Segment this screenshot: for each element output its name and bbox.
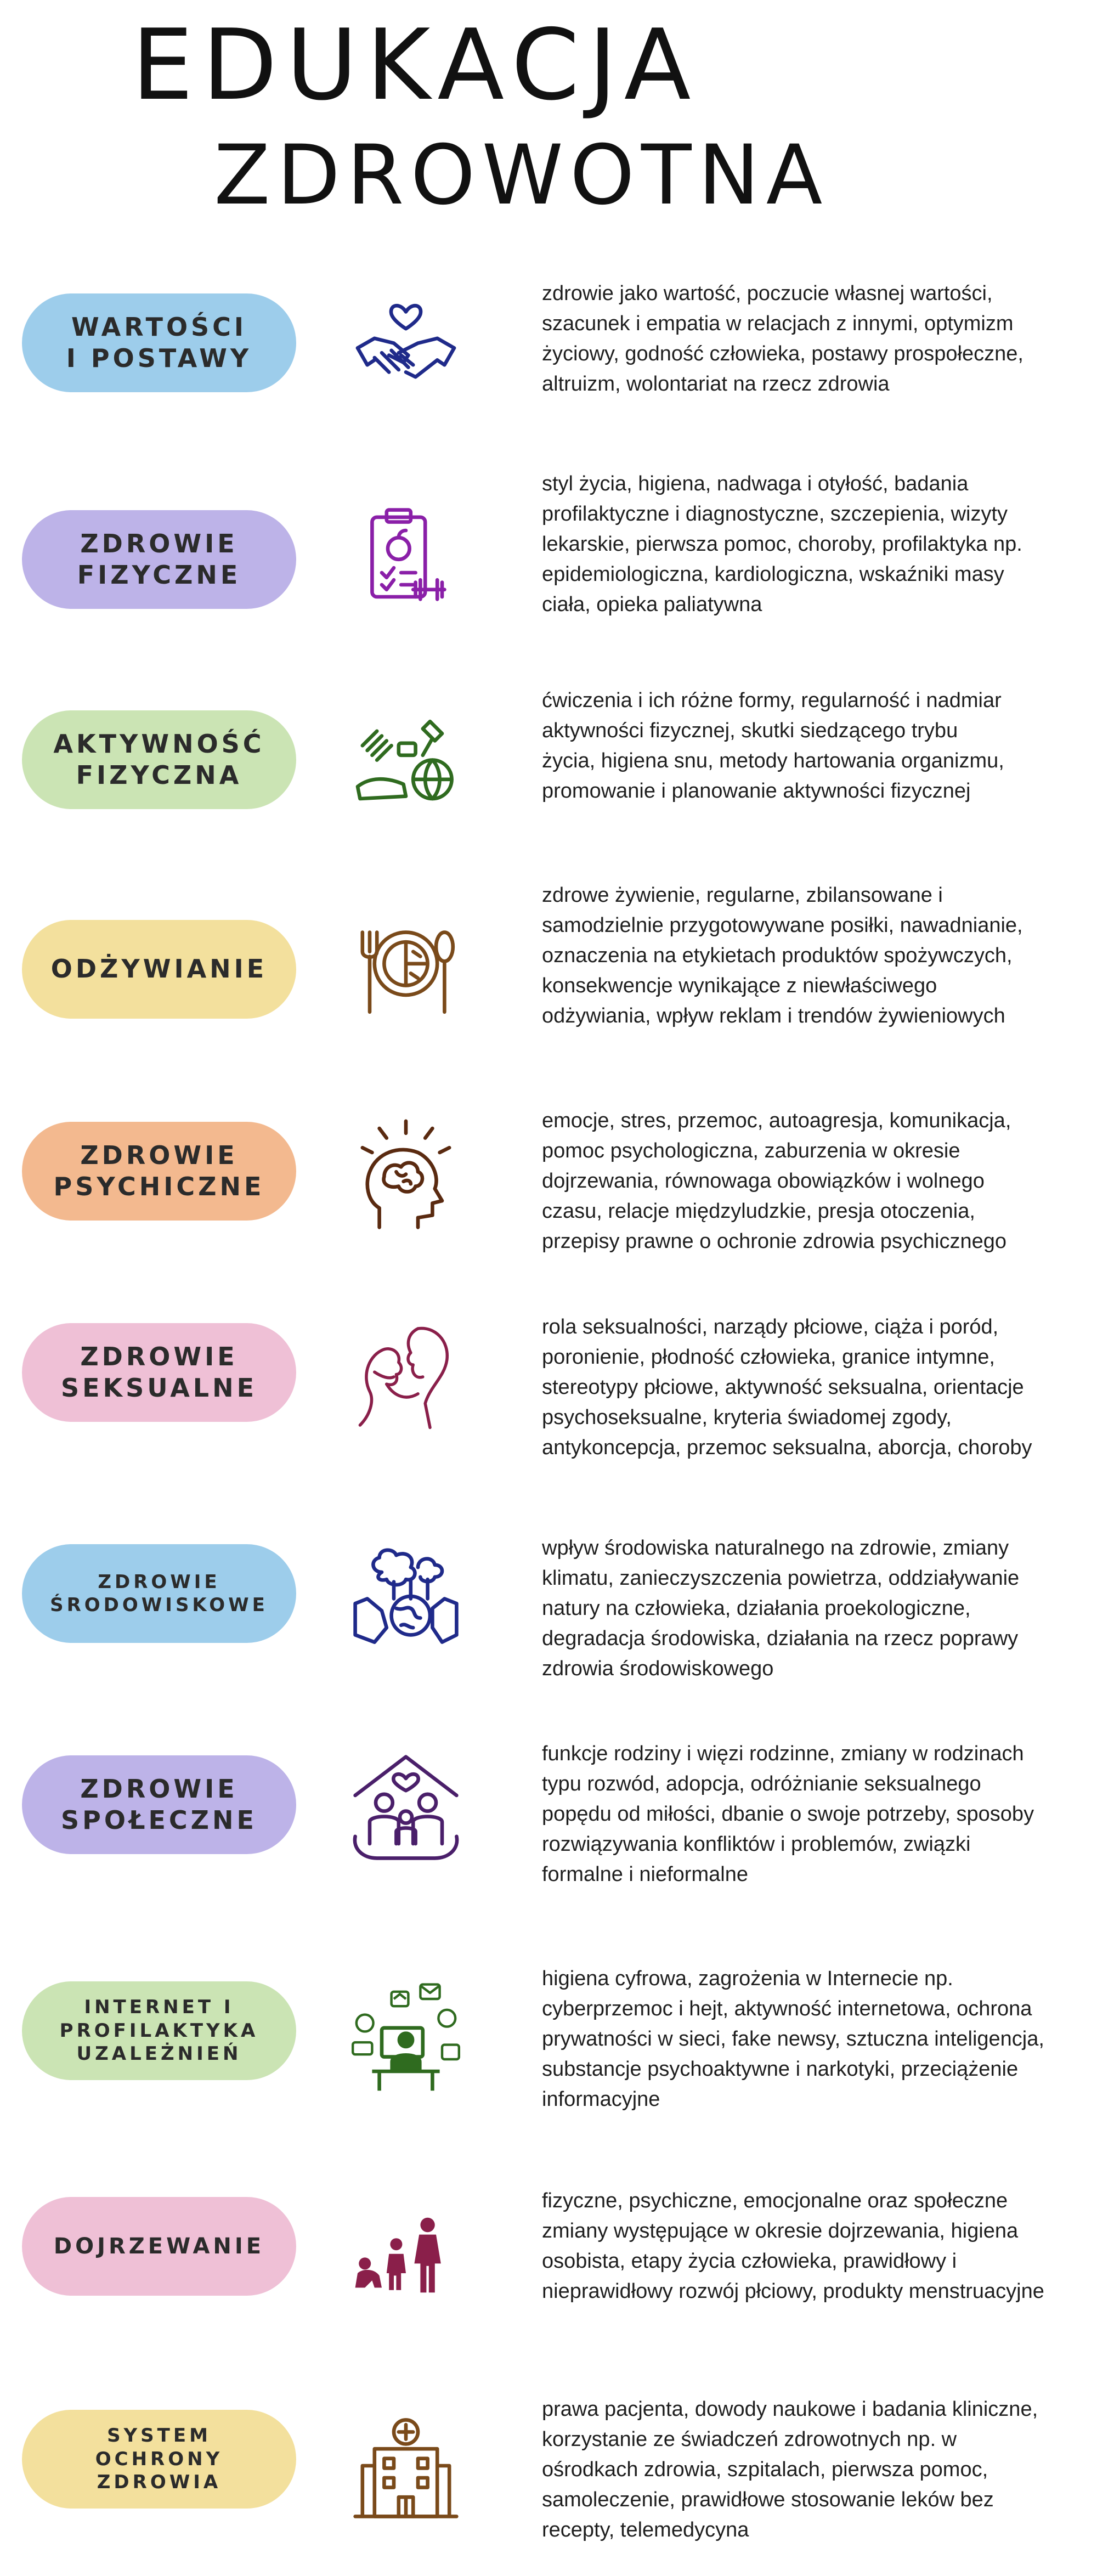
- section-label: WARTOŚCI I POSTAWY: [22, 293, 296, 392]
- section-label: DOJRZEWANIE: [22, 2197, 296, 2296]
- growth-stages-icon: [346, 2189, 466, 2309]
- clipboard-apple-dumbbell-icon: [346, 500, 466, 621]
- section-description: funkcje rodziny i więzi rodzinne, zmiany w rodzinach typu rozwód, adopcja, odróżnianie seksualnego popędu od miłości, dbanie o swoje potrzeby, sposoby rozwiązywania konfliktów i problemów, związki formalne i nieformalne: [542, 1742, 1034, 1886]
- section-description: prawa pacjenta, dowody naukowe i badania kliniczne, korzystanie ze świadczeń zdrowotnych np. w ośrodkach zdrowia, szpitalach, pierwsza pomoc, samoleczenie, prawidłowe stosowanie leków bez recepty, telemedycyna: [542, 2398, 1038, 2541]
- section-description: wpływ środowiska naturalnego na zdrowie, zmiany klimatu, zanieczyszczenia powietrza, oddziaływanie natury na człowieka, działania proekologiczne, degradacja środowiska, działania na rzecz poprawy zdrowia środowiskowego: [542, 1536, 1020, 1680]
- head-brain-icon: [346, 1116, 466, 1237]
- title-line-1: EDUKACJA: [132, 8, 700, 122]
- section-label: ZDROWIE ŚRODOWISKOWE: [22, 1544, 296, 1643]
- section-description: zdrowe żywienie, regularne, zbilansowane i samodzielnie przygotowywane posiłki, nawadnianie, oznaczenia na etykietach produktów spożywczych, konsekwencje wynikające z niewłaściwego odżywiania, wpływ reklam i trendów żywieniowych: [542, 884, 1023, 1027]
- section-description: ćwiczenia i ich różne formy, regularność i nadmiar aktywności fizycznej, skutki siedzącego trybu życia, higiena snu, metody hartowania organizmu, promowanie i planowanie aktywności fizycznej: [542, 689, 1004, 803]
- section-description: higiena cyfrowa, zagrożenia w Internecie np. cyberprzemoc i hejt, aktywność internetowa, ochrona prywatności w sieci, fake newsy, sztuczna inteligencja, substancje psychoaktywne i narkotyki, przeciążenie informacyjne: [542, 1967, 1044, 2111]
- section-label: AKTYWNOŚĆ FIZYCZNA: [22, 710, 296, 809]
- family-house-icon: [346, 1747, 466, 1868]
- plate-cutlery-icon: [346, 911, 466, 1031]
- section-label: ZDROWIE FIZYCZNE: [22, 510, 296, 609]
- title-line-2: ZDROWOTNA: [214, 128, 829, 223]
- section-description: emocje, stres, przemoc, autoagresja, komunikacja, pomoc psychologiczna, zaburzenia w okresie dojrzewania, równowaga obowiązków i wolnego czasu, relacje międzyludzkie, presja otoczenia, przepisy prawne o ochronie zdrowia psychicznego: [542, 1109, 1011, 1253]
- section-label: ZDROWIE PSYCHICZNE: [22, 1122, 296, 1221]
- handshake-heart-icon: [346, 285, 466, 406]
- section-label: ZDROWIE SPOŁECZNE: [22, 1755, 296, 1854]
- section-description: fizyczne, psychiczne, emocjonalne oraz społeczne zmiany występujące w okresie dojrzewania, higiena osobista, etapy życia człowieka, prawidłowy i nieprawidłowy rozwój płciowy, produkty menstruacyjne: [542, 2189, 1044, 2303]
- section-label: SYSTEM OCHRONY ZDROWIA: [22, 2410, 296, 2509]
- internet-user-icon: [346, 1975, 466, 2095]
- section-description: styl życia, higiena, nadwaga i otyłość, badania profilaktyczne i diagnostyczne, szczepienia, wizyty lekarskie, pierwsza pomoc, choroby, profilaktyka np. epidemiologiczna, kardiologiczna, wskaźniki masy ciała, opieka paliatywna: [542, 472, 1022, 616]
- section-description: rola seksualności, narządy płciowe, ciąża i poród, poronienie, płodność człowieka, granice intymne, stereotypy płciowe, aktywność seksualna, orientacje psychoseksualne, kryteria świadomej zgody, antykoncepcja, przemoc seksualna, aborcja, choroby: [542, 1315, 1032, 1459]
- section-label: INTERNET I PROFILAKTYKA UZALEŻNIEŃ: [22, 1981, 296, 2080]
- sports-equipment-icon: [346, 702, 466, 823]
- section-description: zdrowie jako wartość, poczucie własnej wartości, szacunek i empatia w relacjach z innymi, optymizm życiowy, godność człowieka, postawy prospołeczne, altruizm, wolontariat na rzecz zdrowia: [542, 282, 1024, 396]
- earth-hands-trees-icon: [346, 1536, 466, 1657]
- hospital-building-icon: [346, 2405, 466, 2526]
- section-label: ODŻYWIANIE: [22, 920, 296, 1019]
- section-label: ZDROWIE SEKSUALNE: [22, 1323, 296, 1422]
- couple-silhouette-icon: [346, 1317, 466, 1437]
